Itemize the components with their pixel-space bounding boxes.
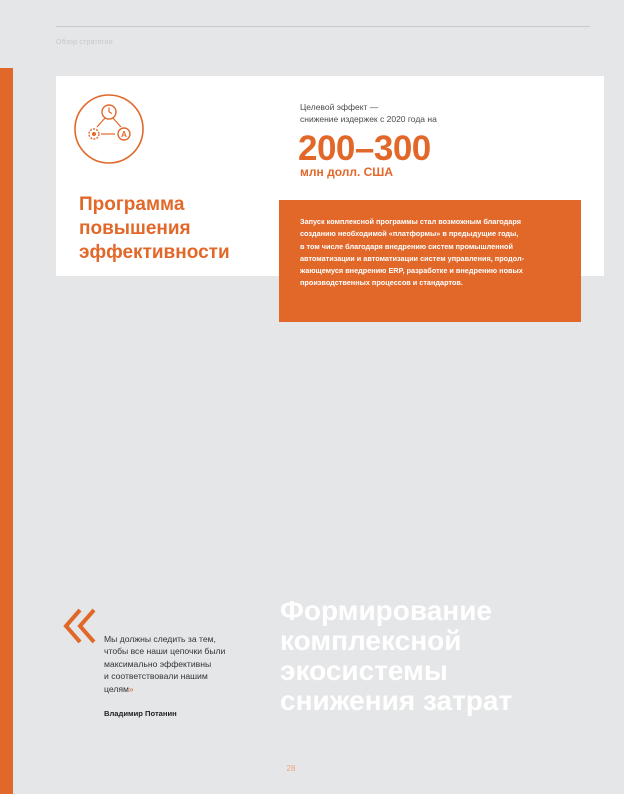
headline-line: Формирование [280,595,492,626]
section-label: Обзор стратегии [56,39,113,46]
effect-caption [300,101,437,125]
description-line: автоматизации и автоматизации систем управления, продол- [300,253,525,263]
gears-clock-icon [72,92,146,166]
quote-close-mark: » [128,683,134,694]
quote-author: Владимир Потанин [104,709,177,718]
description-line: созданию необходимой «платформы» в предыдущие годы, [300,229,519,239]
effect-caption-line: снижение издержек с 2020 года на [300,114,437,124]
description-line: Запуск комплексной программы стал возможным благодаря [300,217,521,226]
top-rule [56,26,590,27]
quote-line: чтобы все наши цепочки были [104,646,226,657]
left-accent-stripe [0,68,13,794]
svg-text:A: A [121,130,127,139]
quote-line: Мы должны следить за тем, [104,634,216,644]
description-line: жающемуся внедрению ERP, разработке и внедрению новых [300,266,523,276]
headline-line: снижения затрат [280,685,513,716]
effect-value: 200–300 [298,129,431,168]
effect-unit: млн долл. США [300,165,394,179]
headline-line: комплексной [280,625,462,656]
quote-line: максимально эффективны [104,658,212,669]
description-line: в том числе благодаря внедрению систем промышленной [300,241,513,251]
program-title-line: эффективности [79,242,230,263]
description-text [300,216,572,290]
section-headline [280,596,600,716]
headline-line: экосистемы [280,655,448,686]
quote-line: и соответствовали нашим [104,671,208,682]
quote-line-last [104,683,264,695]
quote-open-icon [62,606,98,646]
program-title-line: повышения [79,218,191,239]
quote-line: целям [104,683,129,694]
program-title-line: Программа [79,194,185,215]
program-title [79,193,279,265]
quote-text [104,633,264,695]
description-line: производственных процессов и стандартов. [300,278,463,288]
page-number: 28 [286,764,296,773]
effect-caption-line: Целевой эффект — [300,102,379,112]
